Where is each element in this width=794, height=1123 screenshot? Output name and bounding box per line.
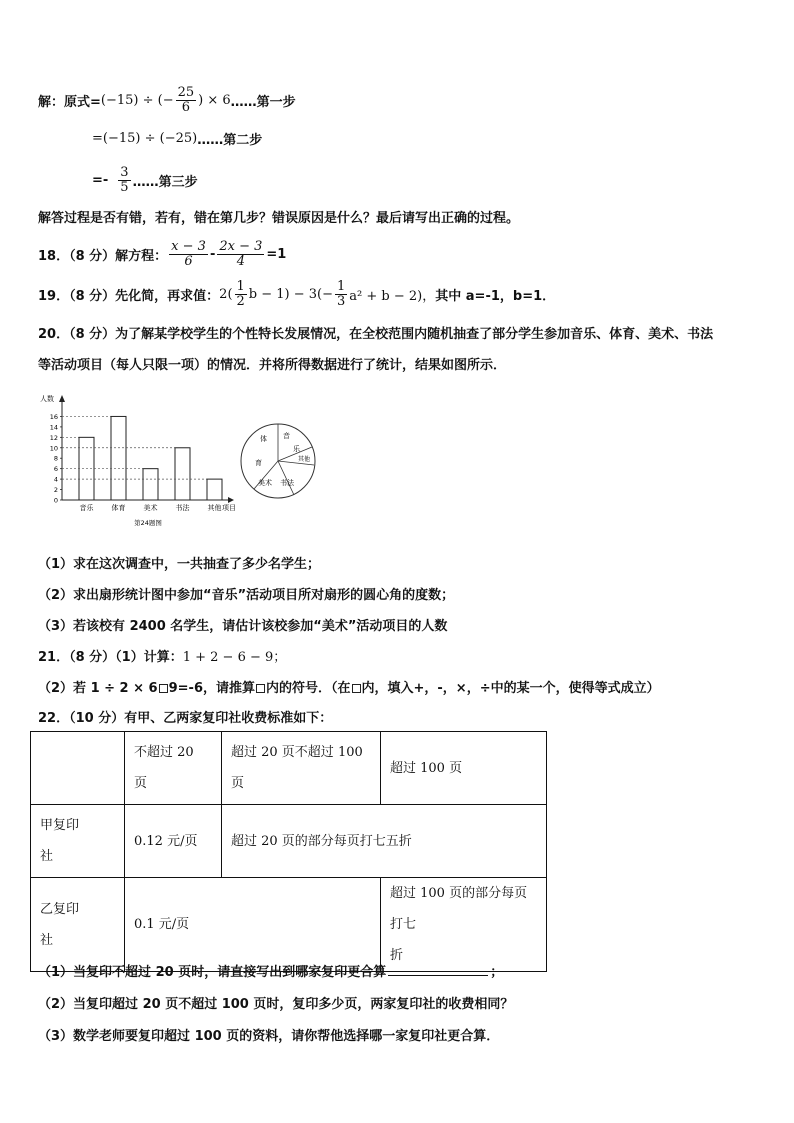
q19-frac2-den: 3 [337, 293, 346, 309]
q18-frac2-den: 4 [236, 253, 245, 269]
q20-sub-1: （1）求在这次调查中，一共抽查了多少名学生； [38, 557, 321, 572]
pie-label: 体 [260, 435, 267, 443]
q19-label: 19．（8 分）先化简，再求值： [38, 288, 220, 304]
q18-minus: - [209, 246, 216, 262]
step3-fraction [118, 166, 130, 194]
y-axis-arrow [59, 395, 65, 402]
step1-tag: ……第一步 [230, 94, 296, 110]
step3-tag: ……第三步 [132, 174, 198, 190]
y-tick-label: 14 [49, 423, 58, 432]
step1-expr-a: (−15) ÷ (− [100, 92, 174, 108]
pie-label: 乐 [293, 445, 300, 453]
x-tick-label: 体育 [111, 504, 126, 512]
bar-chart [36, 392, 241, 532]
q21-label: 21．（8 分）（1）计算： [38, 650, 183, 665]
q20-line-1: 20．（8 分）为了解某学校学生的个性特长发展情况，在全校范围内随机抽查了部分学生参加音乐、体育、美术、书法 [38, 327, 714, 342]
q20-sub-3: （3）若该校有 2400 名学生，请估计该校参加“美术”活动项目的人数 [38, 619, 448, 634]
q18-fraction-2 [217, 240, 264, 268]
step2-tag: ……第二步 [197, 132, 263, 148]
q19-expr-a: 2( [219, 286, 233, 302]
blank-box[interactable] [159, 684, 168, 693]
header-2b: 页 [231, 776, 245, 791]
q19-expr-c: a² + b − 2)， [349, 288, 436, 304]
q22-sub-3: （3）数学老师要复印超过 100 页的资料，请你帮他选择哪一家复印社更合算． [38, 1029, 500, 1044]
table-cell [222, 805, 547, 878]
q20-line-2: 等活动项目（每人只限一项）的情况．并将所得数据进行了统计，结果如图所示． [38, 358, 507, 373]
pie-label: 其他 [298, 456, 311, 463]
q19-frac1-num: 1 [236, 278, 245, 294]
pie-label: 育 [255, 459, 262, 467]
header-2a: 超过 20 页不超过 100 [231, 745, 363, 760]
solution-line-2 [92, 128, 262, 148]
solution-line-1 [38, 82, 296, 118]
pie-label: 音 [283, 432, 290, 440]
y-tick-label: 16 [49, 412, 58, 421]
header-1a: 不超过 20 [134, 745, 194, 760]
header-1b: 页 [134, 776, 148, 791]
yi-label-a: 乙复印 [40, 901, 80, 917]
q21-line-2 [38, 677, 660, 696]
q21-line2-c: 内的符号．（在 [266, 681, 351, 696]
q21-line2-a: （2）若 1 ÷ 2 × 6 [38, 681, 158, 696]
header-3: 超过 100 页 [390, 760, 463, 776]
step1-expr-b: ) × 6 [198, 92, 231, 108]
bar [207, 479, 222, 500]
yi-label-b: 社 [40, 932, 54, 948]
q22-label: 22．（10 分）有甲、乙两家复印社收费标准如下： [38, 711, 333, 726]
solution-label: 解：原式= [38, 94, 101, 110]
x-tick-label: 音乐 [79, 504, 94, 512]
solution-question: 解答过程是否有错，若有，错在第几步？错误原因是什么？最后请写出正确的过程。 [38, 211, 520, 226]
step2-expr: =(−15) ÷ (−25) [92, 130, 198, 146]
header-cell [381, 732, 547, 805]
q19-frac2-num: 1 [337, 278, 346, 294]
yi-rule-b: 折 [390, 948, 404, 963]
table-cell [381, 878, 547, 972]
step3-prefix: =- [92, 172, 109, 188]
step3-frac-num: 3 [120, 164, 129, 180]
row-label-cell [31, 805, 125, 878]
q18-frac2-num: 2x − 3 [219, 238, 263, 254]
step3-frac-den: 5 [120, 179, 129, 195]
table-corner-cell [31, 732, 125, 805]
q21-expr: 1 + 2 − 6 − 9； [182, 650, 287, 665]
x-tick-label: 书法 [175, 504, 190, 512]
row-label-cell [31, 878, 125, 972]
q22-sub1-b: ； [490, 965, 504, 980]
pie-label: 书法 [280, 479, 294, 487]
fee-table [30, 731, 547, 972]
q22-sub1-a: （1）当复印不超过 20 页时，请直接写出到哪家复印更合算 [38, 965, 387, 980]
step1-frac-den: 6 [181, 99, 191, 115]
step1-frac-num: 25 [177, 84, 195, 100]
table-cell [125, 878, 381, 972]
header-cell [125, 732, 222, 805]
y-axis-label: 人数 [40, 395, 54, 403]
jia-price: 0.12 元/页 [134, 833, 198, 849]
q21-line2-d: 内，填入+，-，×，÷中的某一个，使得等式成立） [361, 681, 660, 696]
y-tick-label: 4 [53, 475, 58, 484]
table-cell [125, 805, 222, 878]
q19-fraction-2 [335, 280, 347, 308]
q18-line [38, 236, 286, 272]
y-tick-label: 8 [53, 454, 58, 463]
yi-price: 0.1 元/页 [134, 917, 190, 932]
blank-box [352, 684, 361, 693]
solution-line-3 [92, 160, 198, 200]
jia-rule: 超过 20 页的部分每页打七五折 [231, 833, 412, 849]
q21-line-1 [38, 646, 286, 665]
jia-label-b: 社 [40, 849, 54, 864]
y-tick-label: 12 [49, 433, 58, 442]
x-tick-label: 其他 [207, 504, 222, 512]
step1-fraction [176, 86, 197, 114]
pie-chart [240, 413, 320, 508]
pie-label: 美术 [258, 479, 272, 487]
q22-sub-1 [38, 961, 503, 980]
q22-sub-2: （2）当复印超过 20 页不超过 100 页时，复印多少页，两家复印社的收费相同？ [38, 997, 514, 1012]
bar [175, 448, 190, 500]
y-tick-label: 0 [53, 496, 58, 505]
q18-label: 18．（8 分）解方程： [38, 248, 168, 264]
bar [111, 416, 126, 500]
x-tick-label: 美术 [143, 504, 158, 512]
y-tick-label: 2 [53, 486, 58, 495]
q18-frac1-den: 6 [184, 253, 193, 269]
y-tick-label: 10 [49, 444, 58, 453]
header-cell [222, 732, 381, 805]
yi-rule-a: 超过 100 页的部分每页打七 [390, 886, 528, 932]
answer-blank[interactable] [388, 963, 488, 976]
q19-fraction-1 [235, 280, 247, 308]
q19-line [38, 276, 555, 312]
y-tick-label: 6 [53, 465, 58, 474]
q19-tail: 其中 a=-1，b=1． [435, 288, 556, 304]
pie-divider [278, 461, 294, 495]
bar [143, 469, 158, 500]
q19-expr-b: b − 1) − 3(− [248, 286, 334, 302]
q18-rhs: =1 [266, 246, 287, 262]
chart-caption: 第24题图 [134, 519, 162, 527]
q20-sub-2: （2）求出扇形统计图中参加“音乐”活动项目所对扇形的圆心角的度数； [38, 588, 455, 603]
q19-frac1-den: 2 [236, 293, 245, 309]
q18-fraction-1 [169, 240, 208, 268]
q18-frac1-num: x − 3 [171, 238, 206, 254]
q21-line2-b: 9=-6，请推算 [168, 681, 255, 696]
jia-label-a: 甲复印 [40, 818, 80, 833]
x-axis-label: 项目 [222, 504, 236, 512]
blank-box [256, 684, 265, 693]
x-axis-arrow [228, 497, 234, 503]
